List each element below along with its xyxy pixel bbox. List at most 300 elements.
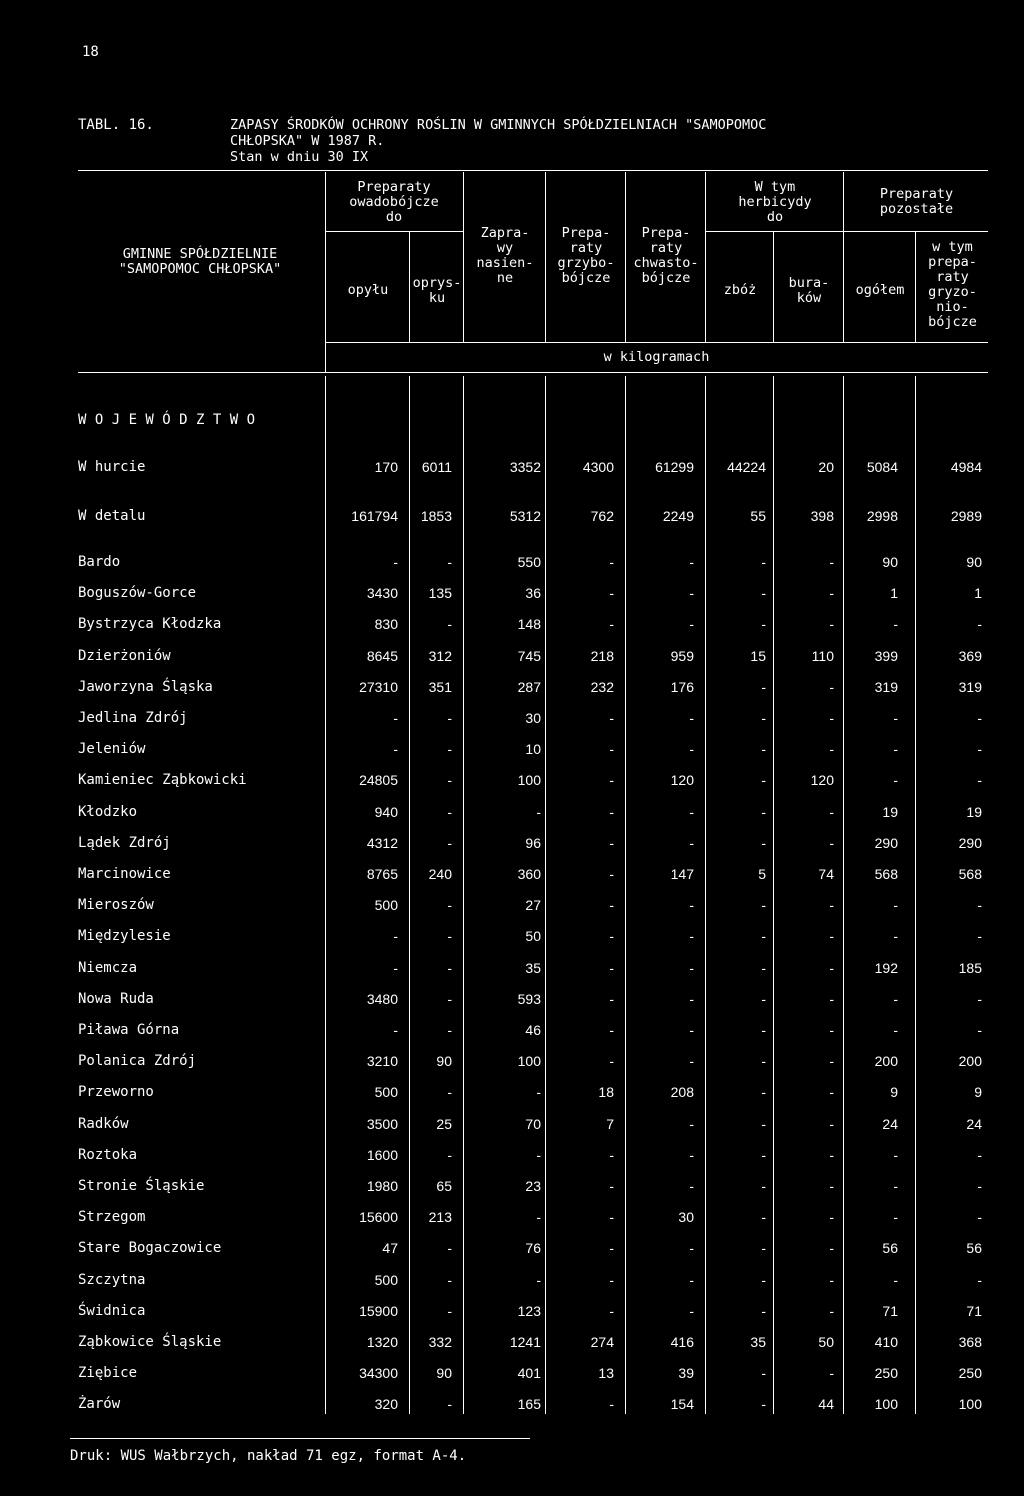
table-cell: - — [447, 1303, 452, 1319]
table-cell: - — [893, 897, 898, 913]
stub-header: GMINNE SPÓŁDZIELNIE "SAMOPOMOC CHŁOPSKA" — [118, 246, 282, 277]
table-cell: 830 — [374, 616, 398, 632]
row-label: Stronie Śląskie — [78, 1178, 205, 1194]
table-cell: - — [447, 960, 452, 976]
table-cell: - — [893, 1209, 898, 1225]
row-label: Bystrzyca Kłodzka — [78, 616, 222, 632]
col-sep — [705, 172, 706, 342]
col-sep — [915, 232, 916, 342]
table-cell: 319 — [958, 679, 982, 695]
body-col-sep — [545, 376, 546, 1414]
row-label: Ziębice — [78, 1365, 138, 1381]
table-cell: - — [829, 710, 834, 726]
col-sep — [409, 232, 410, 342]
table-cell: - — [829, 1116, 834, 1132]
col-sep — [545, 172, 546, 342]
table-cell: 410 — [874, 1334, 898, 1350]
row-label: Marcinowice — [78, 866, 171, 882]
table-cell: - — [761, 710, 766, 726]
table-cell: 44 — [818, 1396, 834, 1412]
table-cell: 4312 — [366, 835, 398, 851]
table-cell: 287 — [517, 679, 541, 695]
table-cell: 500 — [374, 897, 398, 913]
table-cell: 3210 — [366, 1053, 398, 1069]
table-cell: 39 — [678, 1365, 694, 1381]
table-cell: 27 — [525, 897, 541, 913]
unit-label: w kilogramach — [603, 349, 710, 365]
row-label: Świdnica — [78, 1303, 146, 1319]
table-cell: - — [689, 741, 694, 757]
table-cell: - — [609, 585, 614, 601]
row-label: Piława Górna — [78, 1022, 180, 1038]
body-col-sep — [705, 376, 706, 1414]
table-cell: - — [893, 1022, 898, 1038]
table-cell: - — [689, 1116, 694, 1132]
table-cell: 3352 — [509, 459, 541, 475]
table-cell: 71 — [882, 1303, 898, 1319]
table-cell: - — [761, 772, 766, 788]
table-cell: 351 — [428, 679, 452, 695]
table-cell: 5 — [758, 866, 766, 882]
table-title-line2: CHŁOPSKA" W 1987 R. — [230, 133, 385, 149]
table-cell: 218 — [590, 648, 614, 664]
table-cell: - — [977, 741, 982, 757]
table-cell: 170 — [374, 459, 398, 475]
table-cell: 208 — [670, 1084, 694, 1100]
table-cell: - — [447, 1396, 452, 1412]
table-cell: 24 — [966, 1116, 982, 1132]
table-cell: 500 — [374, 1272, 398, 1288]
table-cell: - — [829, 835, 834, 851]
table-cell: - — [609, 1209, 614, 1225]
table-cell: - — [893, 928, 898, 944]
table-cell: - — [977, 928, 982, 944]
table-cell: - — [829, 1240, 834, 1256]
table-cell: - — [829, 897, 834, 913]
table-cell: - — [893, 710, 898, 726]
row-label: Jedlina Zdrój — [78, 710, 188, 726]
table-cell: 90 — [966, 554, 982, 570]
table-cell: - — [829, 679, 834, 695]
table-cell: - — [609, 835, 614, 851]
table-cell: - — [536, 804, 541, 820]
table-cell: - — [447, 554, 452, 570]
table-cell: 5312 — [509, 508, 541, 524]
table-cell: 192 — [874, 960, 898, 976]
table-cell: 762 — [590, 508, 614, 524]
table-cell: 10 — [525, 741, 541, 757]
table-cell: - — [977, 1178, 982, 1194]
table-title-line1: ZAPASY ŚRODKÓW OCHRONY ROŚLIN W GMINNYCH SPÓŁDZIELNIACH "SAMOPOMOC — [230, 117, 767, 133]
table-cell: - — [761, 1116, 766, 1132]
table-cell: 34300 — [359, 1365, 398, 1381]
table-cell: - — [761, 1022, 766, 1038]
table-cell: - — [893, 741, 898, 757]
herbicides-group-header: W tym herbicydy do — [738, 179, 812, 225]
spraying-header: oprys- ku — [412, 275, 462, 306]
table-cell: 550 — [517, 554, 541, 570]
table-cell: 2989 — [950, 508, 982, 524]
table-cell: - — [447, 710, 452, 726]
table-cell: - — [829, 1053, 834, 1069]
table-cell: - — [829, 1178, 834, 1194]
table-cell: - — [447, 1084, 452, 1100]
table-cell: - — [447, 835, 452, 851]
table-label: TABL. 16. — [78, 117, 154, 133]
table-cell: - — [829, 1147, 834, 1163]
table-cell: - — [536, 1147, 541, 1163]
table-cell: - — [689, 585, 694, 601]
table-cell: - — [609, 897, 614, 913]
table-cell: 13 — [598, 1365, 614, 1381]
table-cell: - — [761, 1178, 766, 1194]
table-cell: 593 — [517, 991, 541, 1007]
table-cell: 3480 — [366, 991, 398, 1007]
fungicides-header: Prepa- raty grzybo- bójcze — [557, 225, 615, 286]
table-cell: - — [761, 1240, 766, 1256]
table-cell: - — [977, 1147, 982, 1163]
seed-dressing-header: Zapra- wy nasien- ne — [476, 225, 534, 286]
table-cell: - — [689, 710, 694, 726]
row-label: Niemcza — [78, 960, 138, 976]
table-cell: - — [977, 1022, 982, 1038]
table-cell: - — [393, 741, 398, 757]
table-cell: - — [609, 772, 614, 788]
row-label: Dzierżoniów — [78, 648, 171, 664]
row-label: Stare Bogaczowice — [78, 1240, 222, 1256]
table-cell: 4300 — [582, 459, 614, 475]
table-cell: - — [689, 991, 694, 1007]
table-cell: 332 — [428, 1334, 452, 1350]
table-cell: - — [761, 1209, 766, 1225]
body-col-sep — [773, 376, 774, 1414]
table-cell: - — [761, 1396, 766, 1412]
table-cell: 1853 — [420, 508, 452, 524]
table-cell: - — [761, 835, 766, 851]
table-cell: 2249 — [662, 508, 694, 524]
table-cell: - — [609, 1147, 614, 1163]
table-cell: 3500 — [366, 1116, 398, 1132]
table-cell: - — [536, 1272, 541, 1288]
row-label: Kłodzko — [78, 804, 138, 820]
header-mid-rule-2 — [705, 231, 988, 232]
table-cell: 232 — [590, 679, 614, 695]
table-cell: - — [447, 1022, 452, 1038]
table-cell: 90 — [882, 554, 898, 570]
table-cell: - — [609, 928, 614, 944]
table-cell: 161794 — [351, 508, 398, 524]
col-sep — [773, 232, 774, 342]
table-cell: 35 — [750, 1334, 766, 1350]
table-cell: - — [761, 1053, 766, 1069]
table-cell: - — [893, 1178, 898, 1194]
table-cell: - — [761, 1272, 766, 1288]
table-cell: - — [829, 1084, 834, 1100]
table-cell: - — [893, 991, 898, 1007]
table-cell: - — [893, 616, 898, 632]
table-cell: - — [829, 804, 834, 820]
table-cell: - — [609, 710, 614, 726]
table-cell: 44224 — [727, 459, 766, 475]
table-cell: - — [829, 991, 834, 1007]
table-cell: - — [447, 772, 452, 788]
table-cell: 96 — [525, 835, 541, 851]
table-cell: 319 — [874, 679, 898, 695]
table-cell: 100 — [517, 772, 541, 788]
row-label: Nowa Ruda — [78, 991, 154, 1007]
total-header: ogółem — [855, 282, 905, 298]
table-cell: 398 — [810, 508, 834, 524]
table-cell: 90 — [436, 1365, 452, 1381]
table-cell: 401 — [517, 1365, 541, 1381]
col-sep — [843, 172, 844, 342]
row-label: Roztoka — [78, 1147, 138, 1163]
table-cell: - — [977, 897, 982, 913]
table-cell: - — [829, 554, 834, 570]
header-mid-rule-1 — [325, 231, 463, 232]
row-label: Bardo — [78, 554, 121, 570]
table-cell: - — [761, 1147, 766, 1163]
table-cell: - — [609, 1178, 614, 1194]
header-unit-rule — [325, 342, 988, 343]
table-cell: - — [893, 1272, 898, 1288]
table-cell: 70 — [525, 1116, 541, 1132]
table-cell: - — [689, 616, 694, 632]
table-cell: - — [536, 1209, 541, 1225]
row-label: W detalu — [78, 508, 146, 524]
body-col-sep — [409, 376, 410, 1414]
table-cell: 312 — [428, 648, 452, 664]
table-cell: 320 — [374, 1396, 398, 1412]
table-cell: - — [689, 1178, 694, 1194]
row-label: Ząbkowice Śląskie — [78, 1334, 222, 1350]
table-cell: - — [689, 554, 694, 570]
table-cell: - — [609, 1240, 614, 1256]
table-cell: - — [893, 1147, 898, 1163]
table-cell: - — [689, 928, 694, 944]
table-cell: - — [609, 804, 614, 820]
table-cell: 47 — [382, 1240, 398, 1256]
table-cell: - — [447, 1147, 452, 1163]
table-cell: 250 — [958, 1365, 982, 1381]
table-cell: 6011 — [421, 459, 452, 475]
table-cell: 8765 — [366, 866, 398, 882]
table-cell: - — [393, 928, 398, 944]
col-sep — [625, 172, 626, 342]
table-cell: 24805 — [359, 772, 398, 788]
table-cell: - — [829, 585, 834, 601]
table-cell: - — [977, 1272, 982, 1288]
table-cell: - — [761, 741, 766, 757]
table-cell: 100 — [958, 1396, 982, 1412]
row-label: Jeleniów — [78, 741, 146, 757]
insecticides-header: Preparaty owadobójcze do — [349, 179, 439, 225]
table-cell: - — [977, 1209, 982, 1225]
table-cell: 1600 — [366, 1147, 398, 1163]
table-cell: 35 — [525, 960, 541, 976]
row-label: Polanica Zdrój — [78, 1053, 197, 1069]
table-cell: - — [609, 960, 614, 976]
table-cell: 65 — [436, 1178, 452, 1194]
table-cell: - — [609, 991, 614, 1007]
table-cell: - — [761, 960, 766, 976]
cereals-header: zbóż — [723, 282, 757, 298]
table-cell: - — [829, 616, 834, 632]
table-cell: - — [829, 1365, 834, 1381]
table-cell: 959 — [670, 648, 694, 664]
row-label: Międzylesie — [78, 928, 171, 944]
table-cell: 18 — [598, 1084, 614, 1100]
footer-rule — [70, 1438, 530, 1439]
table-cell: 3430 — [366, 585, 398, 601]
table-cell: - — [609, 1022, 614, 1038]
table-cell: 368 — [958, 1334, 982, 1350]
table-cell: - — [609, 741, 614, 757]
table-cell: - — [689, 960, 694, 976]
table-cell: - — [761, 1365, 766, 1381]
table-cell: 568 — [874, 866, 898, 882]
table-cell: 500 — [374, 1084, 398, 1100]
table-cell: - — [447, 616, 452, 632]
table-cell: - — [536, 1084, 541, 1100]
header-bottom-rule — [78, 372, 988, 373]
table-cell: 24 — [882, 1116, 898, 1132]
table-cell: - — [893, 772, 898, 788]
table-cell: 250 — [874, 1365, 898, 1381]
table-cell: 1320 — [366, 1334, 398, 1350]
table-cell: - — [447, 897, 452, 913]
table-cell: - — [689, 897, 694, 913]
table-cell: 154 — [670, 1396, 694, 1412]
dusting-header: opyłu — [347, 282, 389, 298]
table-cell: 50 — [525, 928, 541, 944]
table-cell: 120 — [810, 772, 834, 788]
row-label: Radków — [78, 1116, 129, 1132]
table-cell: 7 — [606, 1116, 614, 1132]
table-cell: 200 — [958, 1053, 982, 1069]
table-cell: 2998 — [866, 508, 898, 524]
table-cell: - — [829, 1272, 834, 1288]
table-cell: 5084 — [866, 459, 898, 475]
table-cell: - — [761, 928, 766, 944]
table-cell: - — [447, 741, 452, 757]
body-col-sep — [463, 376, 464, 1414]
table-cell: 100 — [517, 1053, 541, 1069]
table-cell: 416 — [670, 1334, 694, 1350]
table-cell: 23 — [525, 1178, 541, 1194]
row-label: Strzegom — [78, 1209, 146, 1225]
table-cell: - — [689, 804, 694, 820]
row-label: Żarów — [78, 1396, 121, 1412]
table-cell: 9 — [974, 1084, 982, 1100]
table-cell: 61299 — [655, 459, 694, 475]
table-cell: 56 — [966, 1240, 982, 1256]
table-cell: - — [829, 1303, 834, 1319]
table-cell: - — [689, 1272, 694, 1288]
other-group-header: Preparaty pozostałe — [879, 186, 954, 217]
table-cell: - — [447, 991, 452, 1007]
row-label: Jaworzyna Śląska — [78, 679, 213, 695]
table-cell: 213 — [428, 1209, 452, 1225]
table-cell: 46 — [525, 1022, 541, 1038]
table-cell: 745 — [517, 648, 541, 664]
table-cell: 1 — [974, 585, 982, 601]
table-cell: 123 — [517, 1303, 541, 1319]
table-cell: - — [609, 866, 614, 882]
table-cell: 940 — [374, 804, 398, 820]
col-sep — [463, 172, 464, 342]
table-title-line3: Stan w dniu 30 IX — [230, 149, 369, 165]
table-cell: 76 — [525, 1240, 541, 1256]
table-cell: 147 — [670, 866, 694, 882]
table-cell: - — [761, 1303, 766, 1319]
table-cell: - — [761, 1084, 766, 1100]
beets-header: bura- ków — [788, 275, 830, 306]
table-cell: 200 — [874, 1053, 898, 1069]
table-cell: - — [609, 1272, 614, 1288]
body-col-sep — [843, 376, 844, 1414]
table-cell: 74 — [818, 866, 834, 882]
table-cell: 165 — [517, 1396, 541, 1412]
table-cell: - — [761, 804, 766, 820]
table-cell: - — [977, 991, 982, 1007]
table-cell: - — [689, 1147, 694, 1163]
table-cell: 30 — [678, 1209, 694, 1225]
table-cell: 36 — [525, 585, 541, 601]
table-cell: - — [609, 1053, 614, 1069]
table-cell: 274 — [590, 1334, 614, 1350]
table-cell: 399 — [874, 648, 898, 664]
body-col-sep — [625, 376, 626, 1414]
table-cell: 1980 — [366, 1178, 398, 1194]
table-cell: 90 — [436, 1053, 452, 1069]
row-label: Kamieniec Ząbkowicki — [78, 772, 247, 788]
table-cell: - — [447, 804, 452, 820]
table-cell: - — [829, 928, 834, 944]
body-col-sep — [915, 376, 916, 1414]
table-cell: 1241 — [509, 1334, 541, 1350]
table-cell: 290 — [958, 835, 982, 851]
section-heading: W O J E W Ó D Z T W O — [78, 412, 256, 428]
table-cell: 100 — [874, 1396, 898, 1412]
table-cell: 568 — [958, 866, 982, 882]
table-cell: - — [393, 710, 398, 726]
table-cell: 120 — [670, 772, 694, 788]
table-cell: 30 — [525, 710, 541, 726]
table-cell: 176 — [670, 679, 694, 695]
table-cell: 148 — [517, 616, 541, 632]
table-cell: 360 — [517, 866, 541, 882]
table-cell: 19 — [882, 804, 898, 820]
row-label: W hurcie — [78, 459, 146, 475]
row-label: Mieroszów — [78, 897, 154, 913]
table-cell: 56 — [882, 1240, 898, 1256]
table-cell: 4984 — [950, 459, 982, 475]
table-cell: - — [761, 991, 766, 1007]
body-col-sep — [325, 376, 326, 1414]
table-cell: 369 — [958, 648, 982, 664]
footer-note: Druk: WUS Wałbrzych, nakład 71 egz, format A-4. — [70, 1448, 467, 1464]
table-cell: 290 — [874, 835, 898, 851]
table-cell: - — [393, 960, 398, 976]
table-cell: - — [761, 616, 766, 632]
table-cell: - — [609, 616, 614, 632]
table-cell: 15600 — [359, 1209, 398, 1225]
table-cell: 50 — [818, 1334, 834, 1350]
row-label: Szczytna — [78, 1272, 146, 1288]
page-number: 18 — [82, 44, 99, 60]
header-top-rule — [78, 170, 988, 171]
